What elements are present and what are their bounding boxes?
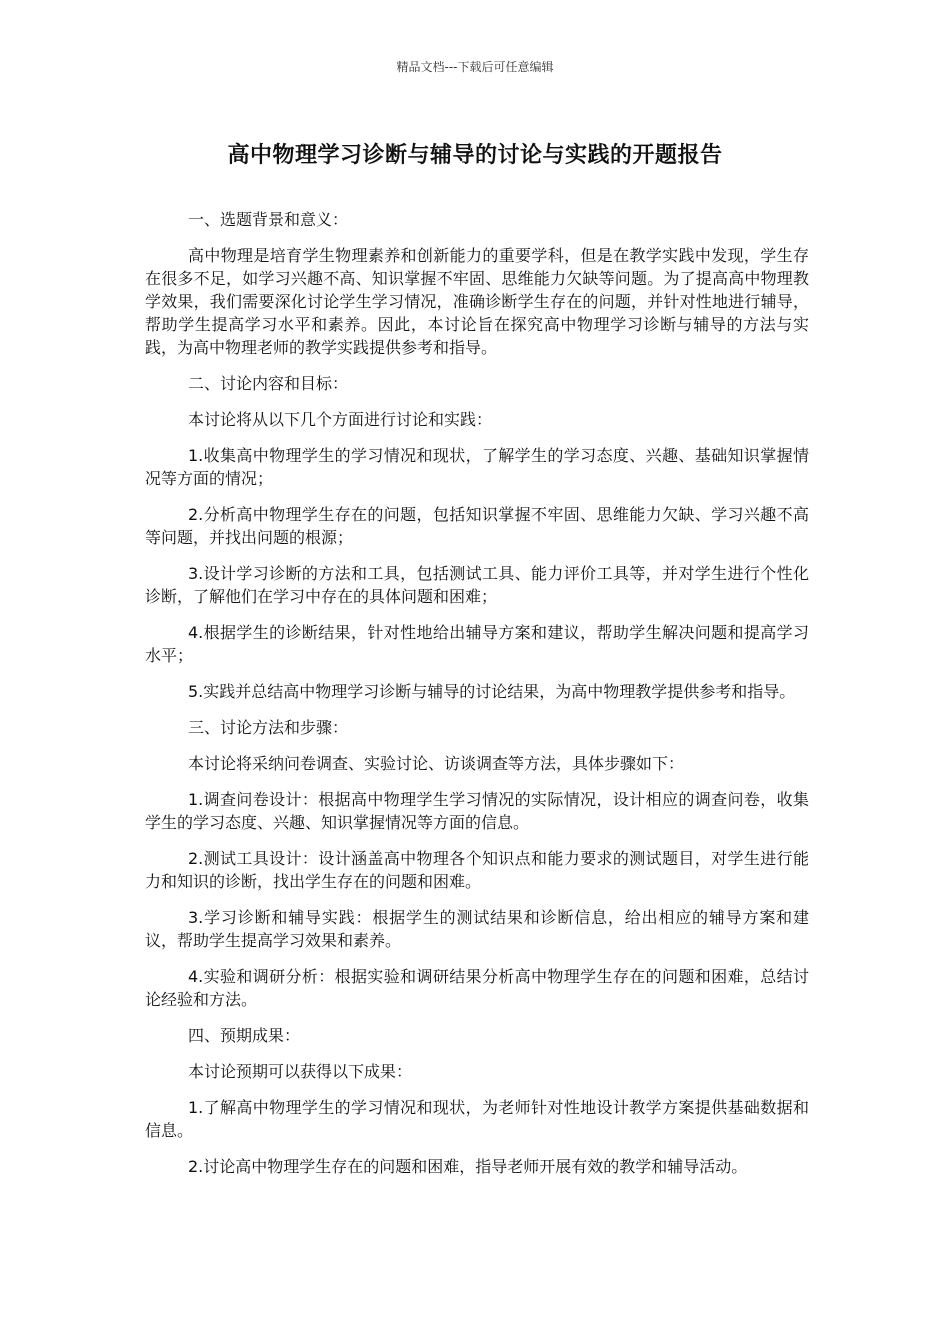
list-item-outcomes-1: 1.了解高中物理学生的学习情况和现状，为老师针对性地设计教学方案提供基础数据和信息。	[145, 1098, 809, 1140]
page-header: 精品文档---下载后可任意编辑	[396, 60, 554, 74]
paragraph-outcomes-intro: 本讨论预期可以获得以下成果：	[188, 1062, 413, 1081]
list-item-methods-1: 1.调查问卷设计：根据高中物理学生学习情况的实际情况，设计相应的调查问卷，收集学生的学习态度、兴趣、知识掌握情况等方面的信息。	[145, 790, 809, 832]
list-item-outcomes-2: 2.讨论高中物理学生存在的问题和困难，指导老师开展有效的教学和辅导活动。	[188, 1157, 748, 1176]
paragraph-content-intro: 本讨论将从以下几个方面进行讨论和实践：	[188, 410, 493, 429]
list-item-content-4: 4.根据学生的诊断结果，针对性地给出辅导方案和建议，帮助学生解决问题和提高学习水平；	[145, 623, 809, 665]
paragraph-background: 高中物理是培育学生物理素养和创新能力的重要学科，但是在教学实践中发现，学生存在很多不足，如学习兴趣不高、知识掌握不牢固、思维能力欠缺等问题。为了提高高中物理教学效果，我们需要深化讨论学生学习情况，准确诊断学生存在的问题，并针对性地进行辅导，帮助学生提高学习水平和素养。因此，本讨论旨在探究高中物理学习诊断与辅导的方法与实践，为高中物理老师的教学实践提供参考和指导。	[145, 246, 809, 357]
list-item-content-2: 2.分析高中物理学生存在的问题，包括知识掌握不牢固、思维能力欠缺、学习兴趣不高等问题，并找出问题的根源；	[145, 505, 809, 547]
list-item-methods-4: 4.实验和调研分析：根据实验和调研结果分析高中物理学生存在的问题和困难，总结讨论经验和方法。	[145, 967, 809, 1009]
document-body	[145, 208, 809, 1178]
list-item-methods-3: 3.学习诊断和辅导实践：根据学生的测试结果和诊断信息，给出相应的辅导方案和建议，帮助学生提高学习效果和素养。	[145, 908, 809, 950]
list-item-content-5: 5.实践并总结高中物理学习诊断与辅导的讨论结果，为高中物理教学提供参考和指导。	[188, 682, 796, 701]
list-item-content-1: 1.收集高中物理学生的学习情况和现状，了解学生的学习态度、兴趣、基础知识掌握情况等方面的情况；	[145, 446, 809, 488]
list-item-methods-2: 2.测试工具设计：设计涵盖高中物理各个知识点和能力要求的测试题目，对学生进行能力和知识的诊断，找出学生存在的问题和困难。	[145, 849, 809, 891]
document-title: 高中物理学习诊断与辅导的讨论与实践的开题报告	[227, 143, 723, 168]
section-heading-background: 一、选题背景和意义：	[188, 210, 349, 229]
list-item-content-3: 3.设计学习诊断的方法和工具，包括测试工具、能力评价工具等，并对学生进行个性化诊断，了解他们在学习中存在的具体问题和困难；	[145, 564, 809, 606]
section-heading-content-goals: 二、讨论内容和目标：	[188, 374, 349, 393]
paragraph-methods-intro: 本讨论将采纳问卷调查、实验讨论、访谈调查等方法，具体步骤如下：	[188, 754, 685, 773]
section-heading-methods: 三、讨论方法和步骤：	[188, 718, 349, 737]
section-heading-outcomes: 四、预期成果：	[188, 1026, 301, 1045]
